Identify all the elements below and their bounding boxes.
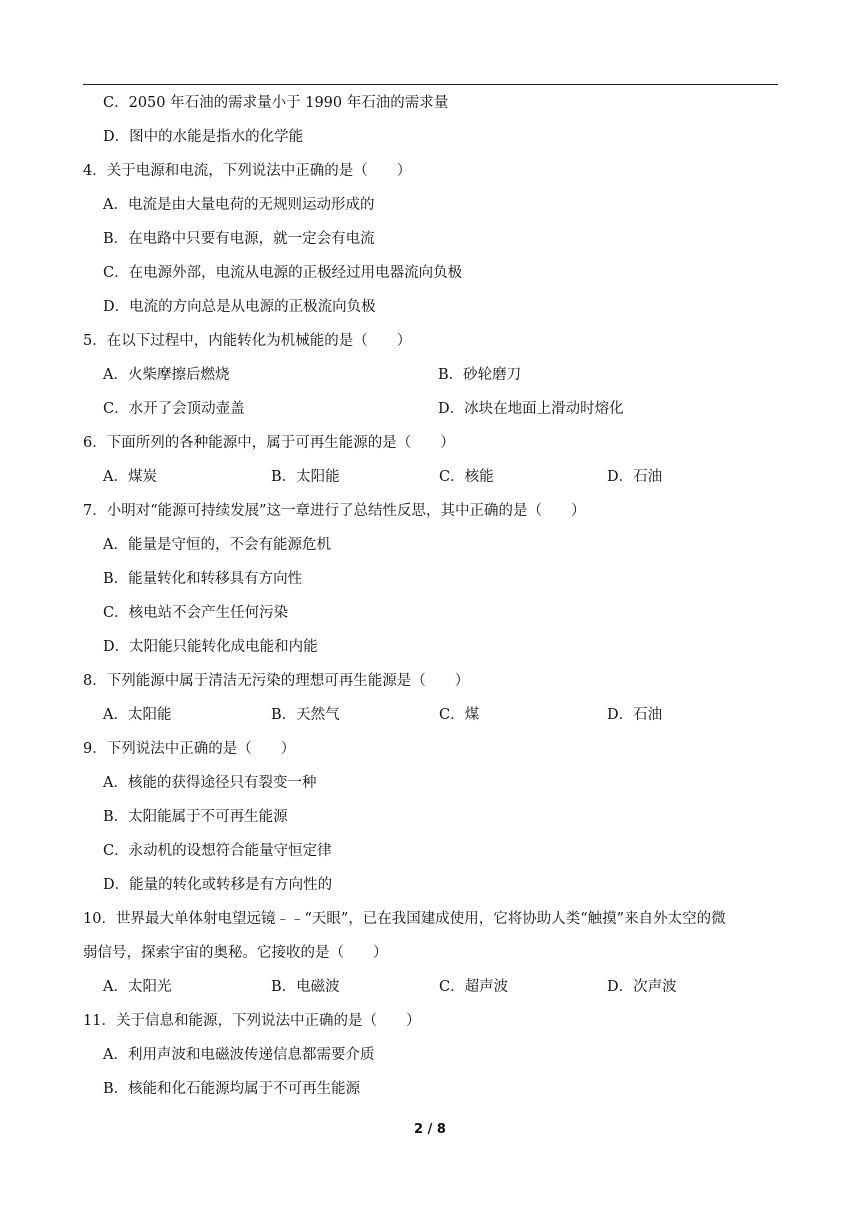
document-body xyxy=(83,86,778,1106)
option-4c: C．在电源外部，电流从电源的正极经过用电器流向负极 xyxy=(103,265,463,281)
option-11a: A．利用声波和电磁波传递信息都需要介质 xyxy=(103,1047,375,1063)
option-4d: D．电流的方向总是从电源的正极流向负极 xyxy=(103,299,376,315)
option-9c: C．永动机的设想符合能量守恒定律 xyxy=(103,843,332,859)
option-8d: D．石油 xyxy=(607,707,663,723)
option-5a: A．火柴摩擦后燃烧 xyxy=(103,367,230,383)
option-10b: B．电磁波 xyxy=(271,979,340,995)
option-9a: A．核能的获得途径只有裂变一种 xyxy=(103,775,317,791)
question-5-stem: 5．在以下过程中，内能转化为机械能的是（ ） xyxy=(83,333,412,349)
option-7b: B．能量转化和转移具有方向性 xyxy=(103,571,303,587)
option-6d: D．石油 xyxy=(607,469,663,485)
option-6a: A．煤炭 xyxy=(103,469,157,485)
header-rule xyxy=(83,84,778,85)
option-4a: A．电流是由大量电荷的无规则运动形成的 xyxy=(103,197,375,213)
question-11-stem: 11．关于信息和能源，下列说法中正确的是（ ） xyxy=(83,1013,421,1029)
option-7d: D．太阳能只能转化成电能和内能 xyxy=(103,639,318,655)
option-3d: D．图中的水能是指水的化学能 xyxy=(103,129,304,145)
option-5c: C．水开了会顶动壶盖 xyxy=(103,401,245,417)
page-number: 2 / 8 xyxy=(414,1122,446,1137)
option-4b: B．在电路中只要有电源，就一定会有电流 xyxy=(103,231,375,247)
option-11b: B．核能和化石能源均属于不可再生能源 xyxy=(103,1081,361,1097)
question-6-stem: 6．下面所列的各种能源中，属于可再生能源的是（ ） xyxy=(83,435,455,451)
question-4-stem: 4．关于电源和电流，下列说法中正确的是（ ） xyxy=(83,163,412,179)
option-10c: C．超声波 xyxy=(439,979,509,995)
option-7c: C．核电站不会产生任何污染 xyxy=(103,605,289,621)
question-5-options-row-2 xyxy=(83,392,778,426)
option-6b: B．太阳能 xyxy=(271,469,340,485)
option-8a: A．太阳能 xyxy=(103,707,172,723)
question-10-stem-line-1: 10．世界最大单体射电望远镜﹣﹣“天眼”，已在我国建成使用，它将协助人类“触摸”来自外太空的微 xyxy=(83,911,726,927)
question-8-stem: 8．下列能源中属于清洁无污染的理想可再生能源是（ ） xyxy=(83,673,470,689)
question-10-options-row xyxy=(83,970,778,1004)
option-9d: D．能量的转化或转移是有方向性的 xyxy=(103,877,333,893)
question-9-stem: 9．下列说法中正确的是（ ） xyxy=(83,741,296,757)
question-6-options-row xyxy=(83,460,778,494)
option-5b: B．砂轮磨刀 xyxy=(438,367,522,383)
option-9b: B．太阳能属于不可再生能源 xyxy=(103,809,288,825)
option-10d: D．次声波 xyxy=(607,979,677,995)
option-7a: A．能量是守恒的，不会有能源危机 xyxy=(103,537,331,553)
question-7-stem: 7．小明对“能源可持续发展”这一章进行了总结性反思，其中正确的是（ ） xyxy=(83,503,586,519)
option-3c: C．2050 年石油的需求量小于 1990 年石油的需求量 xyxy=(103,95,449,111)
option-5d: D．冰块在地面上滑动时熔化 xyxy=(438,401,624,417)
option-8c: C．煤 xyxy=(439,707,480,723)
question-10-stem-line-2: 弱信号，探索宇宙的奥秘。它接收的是（ ） xyxy=(83,945,388,961)
option-10a: A．太阳光 xyxy=(103,979,172,995)
option-6c: C．核能 xyxy=(439,469,494,485)
question-8-options-row xyxy=(83,698,778,732)
question-5-options-row-1 xyxy=(83,358,778,392)
option-8b: B．天然气 xyxy=(271,707,340,723)
